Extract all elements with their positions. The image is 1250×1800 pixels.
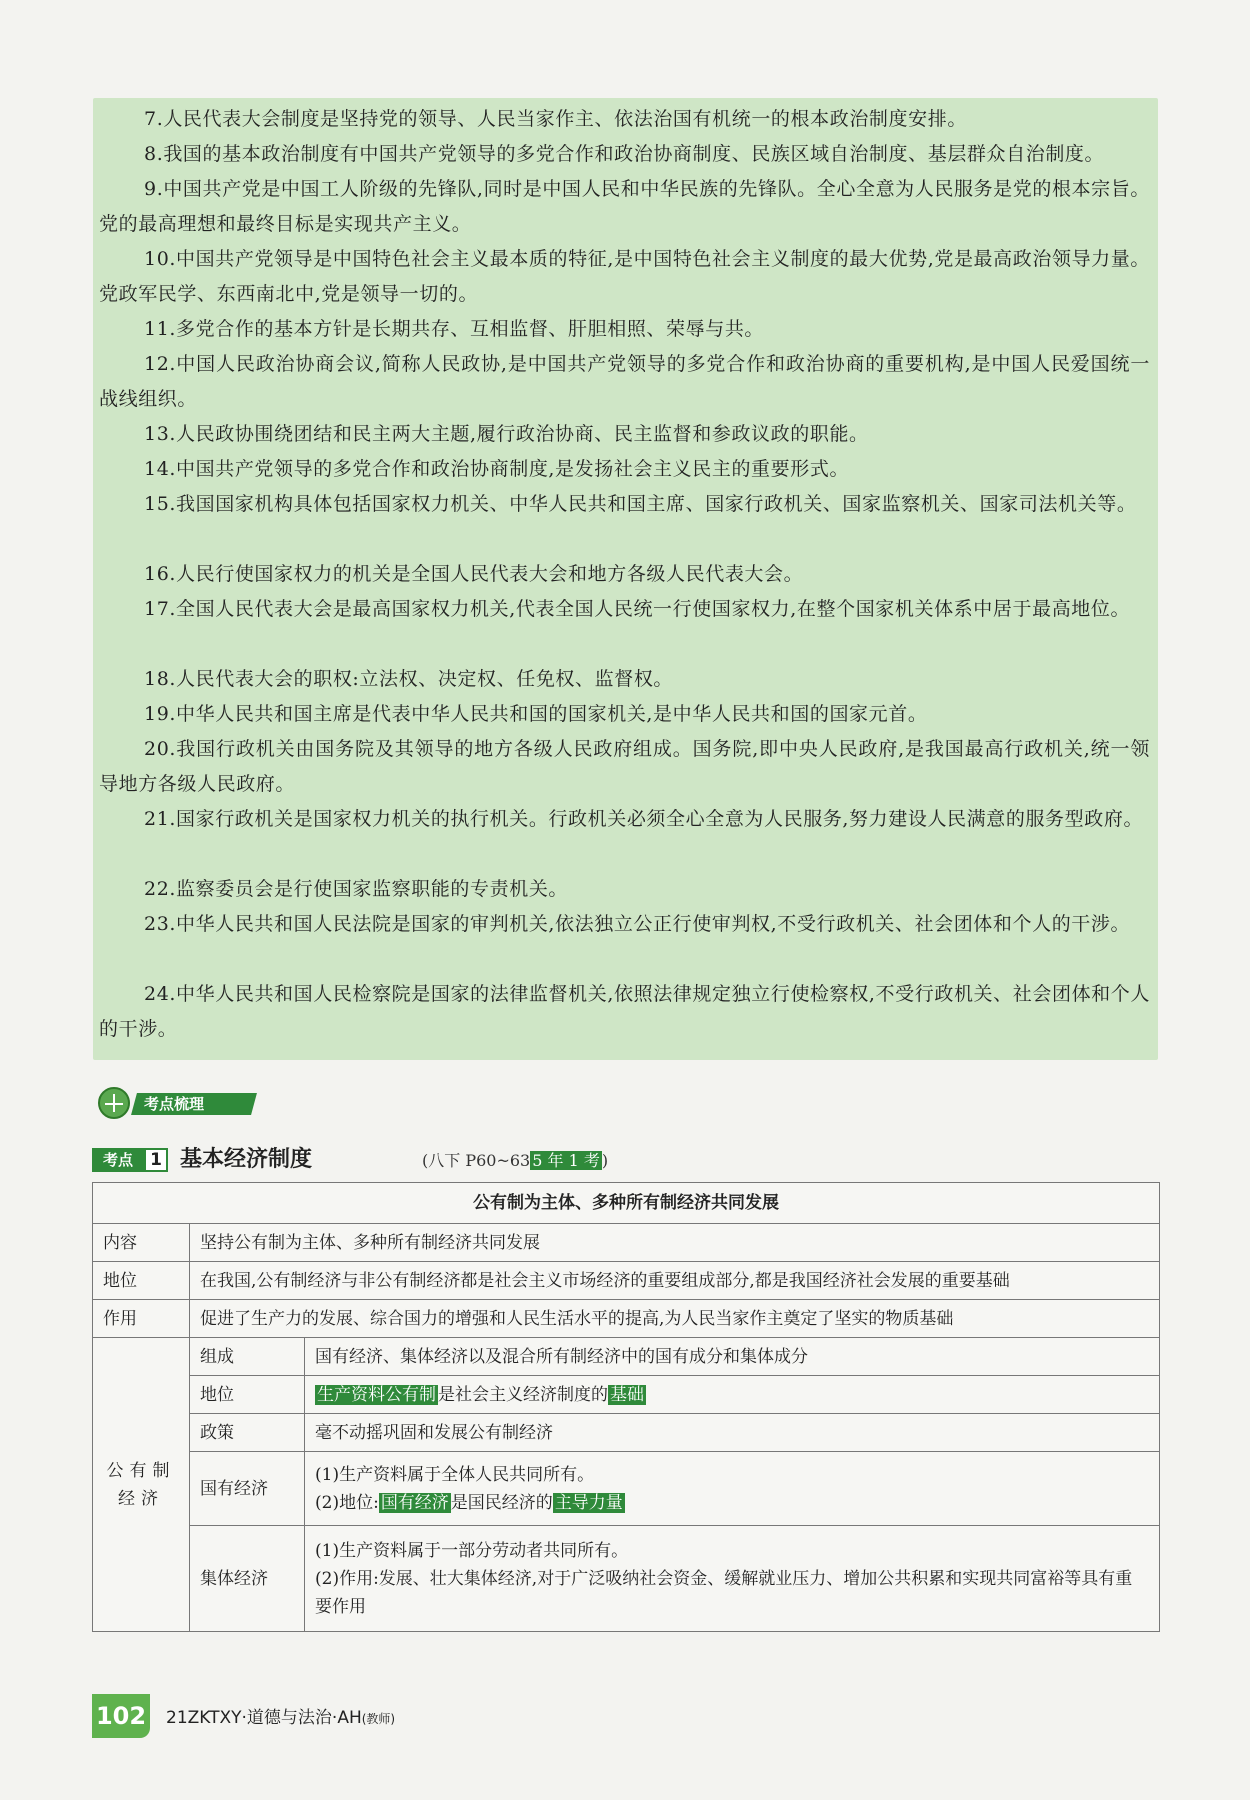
kaodian-number: 1 [144, 1148, 168, 1172]
item-14: 14.中国共产党领导的多党合作和政治协商制度,是发扬社会主义民主的重要形式。 [144, 458, 850, 480]
item-10: 10.中国共产党领导是中国特色社会主义最本质的特征,是中国特色社会主义制度的最大优势,党是最高政治领导力量。党政军民学、东西南北中,党是领导一切的。 [99, 248, 1150, 305]
row-label-zuoyong: 作用 [93, 1300, 190, 1338]
row-label-diwei: 地位 [93, 1262, 190, 1300]
item-11: 11.多党合作的基本方针是长期共存、互相监督、肝胆相照、荣辱与共。 [144, 318, 765, 340]
sub-label-zhengce: 政策 [190, 1414, 305, 1452]
row-value-diwei: 在我国,公有制经济与非公有制经济都是社会主义市场经济的重要组成部分,都是我国经济社会发展的重要基础 [190, 1262, 1160, 1300]
sub-label-guoyou: 国有经济 [190, 1452, 305, 1526]
crosshair-icon [98, 1087, 130, 1119]
item-16: 16.人民行使国家权力的机关是全国人民代表大会和地方各级人民代表大会。 [144, 563, 804, 585]
sub-value-guoyou: (1)生产资料属于全体人民共同所有。 (2)地位: 国有经济 是国民经济的 主导力量 [305, 1452, 1160, 1526]
kaodian-heading [92, 1145, 992, 1175]
item-13: 13.人民政协围绕团结和民主两大主题,履行政治协商、民主监督和参政议政的职能。 [144, 423, 869, 445]
item-17: 17.全国人民代表大会是最高国家权力机关,代表全国人民统一行使国家权力,在整个国家机关体系中居于最高地位。 [144, 598, 1131, 620]
kaodian-badge: 考点 [92, 1148, 144, 1172]
row-value-neirong: 坚持公有制为主体、多种所有制经济共同发展 [190, 1224, 1160, 1262]
sub-value-zucheng: 国有经济、集体经济以及混合所有制经济中的国有成分和集体成分 [305, 1338, 1160, 1376]
item-22: 22.监察委员会是行使国家监察职能的专责机关。 [144, 878, 569, 900]
exam-frequency: 5 年 1 考 [532, 1151, 600, 1170]
sub-label-zucheng: 组成 [190, 1338, 305, 1376]
key-points-box [93, 98, 1158, 1060]
item-19: 19.中华人民共和国主席是代表中华人民共和国的国家机关,是中华人民共和国的国家元首。 [144, 703, 928, 725]
item-12: 12.中国人民政治协商会议,简称人民政协,是中国共产党领导的多党合作和政治协商的重要机构,是中国人民爱国统一战线组织。 [99, 353, 1150, 410]
kaodian-reference: (八下 P60~63 5 年 1 考 ) [422, 1151, 609, 1170]
sub-label-jiti: 集体经济 [190, 1526, 305, 1632]
sub-value-jiti: (1)生产资料属于一部分劳动者共同所有。 (2)作用:发展、壮大集体经济,对于广泛吸纳社会资金、缓解就业压力、增加公共积累和实现共同富裕等具有重要作用 [305, 1526, 1160, 1632]
section-tag: 考点梳理 [131, 1093, 257, 1115]
item-8: 8.我国的基本政治制度有中国共产党领导的多党合作和政治协商制度、民族区域自治制度、基层群众自治制度。 [144, 143, 1105, 165]
sub-label-diwei: 地位 [190, 1376, 305, 1414]
item-9: 9.中国共产党是中国工人阶级的先锋队,同时是中国人民和中华民族的先锋队。全心全意为人民服务是党的根本宗旨。党的最高理想和最终目标是实现共产主义。 [99, 178, 1150, 235]
section-header [98, 1087, 268, 1121]
economic-system-table [92, 1182, 1160, 1632]
row-label-neirong: 内容 [93, 1224, 190, 1262]
item-21: 21.国家行政机关是国家权力机关的执行机关。行政机关必须全心全意为人民服务,努力建设人民满意的服务型政府。 [144, 808, 1144, 830]
item-7: 7.人民代表大会制度是坚持党的领导、人民当家作主、依法治国有机统一的根本政治制度安排。 [144, 108, 967, 130]
item-23: 23.中华人民共和国人民法院是国家的审判机关,依法独立公正行使审判权,不受行政机关、社会团体和个人的干涉。 [144, 913, 1131, 935]
table-header: 公有制为主体、多种所有制经济共同发展 [93, 1183, 1160, 1224]
kaodian-title: 基本经济制度 [180, 1147, 313, 1172]
page-number: 102 [92, 1694, 150, 1738]
item-18: 18.人民代表大会的职权:立法权、决定权、任免权、监督权。 [144, 668, 674, 690]
sub-value-diwei: 生产资料公有制 是社会主义经济制度的 基础 [305, 1376, 1160, 1414]
item-24: 24.中华人民共和国人民检察院是国家的法律监督机关,依照法律规定独立行使检察权,不受行政机关、社会团体和个人的干涉。 [99, 983, 1150, 1040]
book-title: 21ZKTXY·道德与法治·AH(教师) [166, 1708, 396, 1728]
sub-value-zhengce: 毫不动摇巩固和发展公有制经济 [305, 1414, 1160, 1452]
row-value-zuoyong: 促进了生产力的发展、综合国力的增强和人民生活水平的提高,为人民当家作主奠定了坚实的物质基础 [190, 1300, 1160, 1338]
item-20: 20.我国行政机关由国务院及其领导的地方各级人民政府组成。国务院,即中央人民政府,是我国最高行政机关,统一领导地方各级人民政府。 [99, 738, 1150, 795]
row-label-gongyou: 公有制经济 [93, 1338, 190, 1632]
item-15: 15.我国国家机构具体包括国家权力机关、中华人民共和国主席、国家行政机关、国家监察机关、国家司法机关等。 [144, 493, 1137, 515]
